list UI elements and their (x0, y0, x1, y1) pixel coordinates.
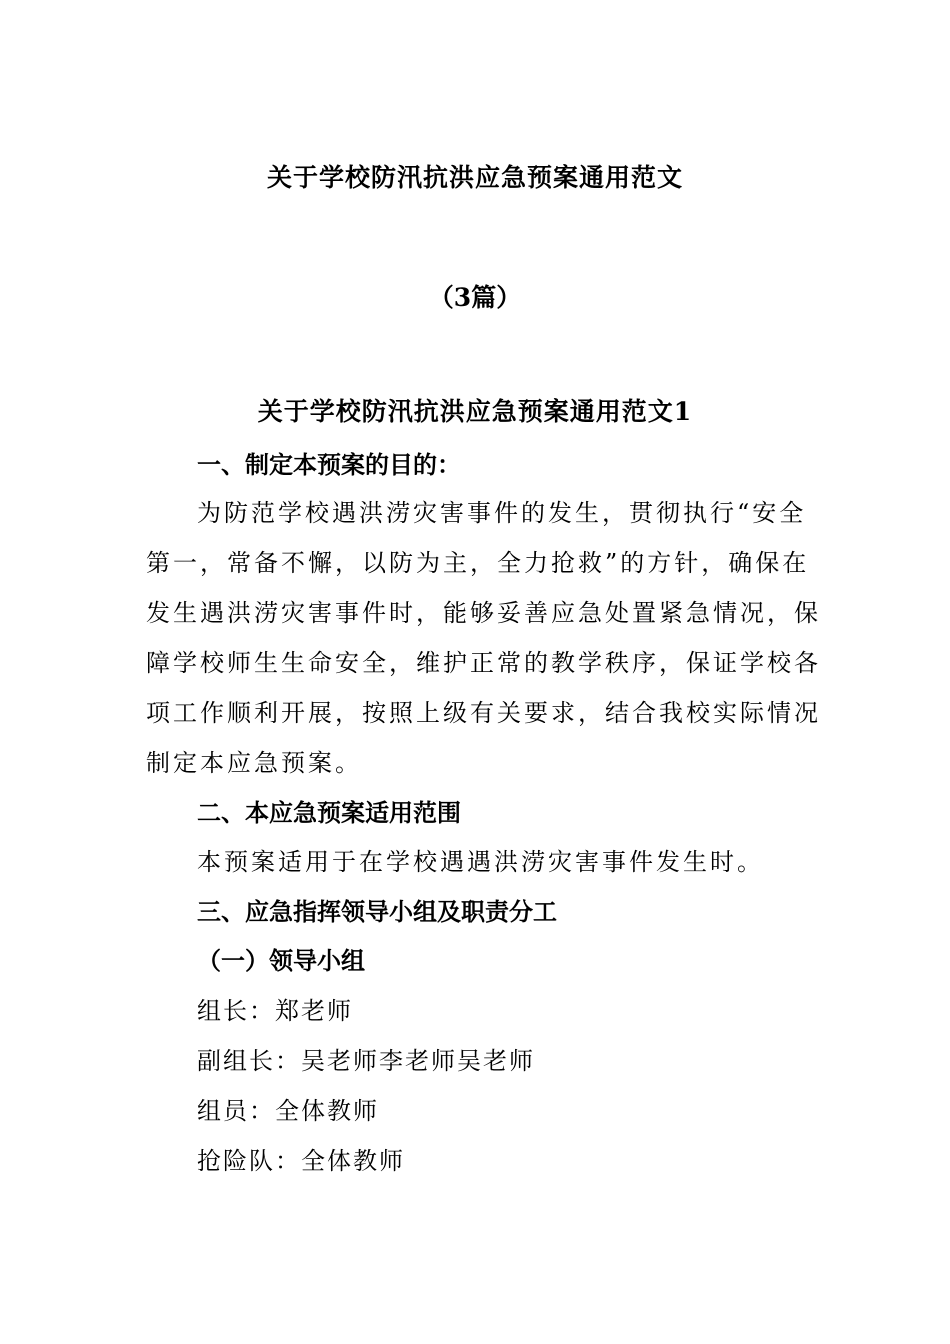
section-1-paragraph-line: 项工作顺利开展，按照上级有关要求，结合我校实际情况 (146, 699, 821, 727)
section-1-paragraph-line: 第一，常备不懈，以防为主，全力抢救”的方针，确保在 (146, 549, 810, 577)
section-3-heading: 三、应急指挥领导小组及职责分工 (197, 897, 557, 926)
section-3-sub-heading: （一）领导小组 (197, 946, 365, 975)
section-1-paragraph-line: 发生遇洪涝灾害事件时，能够妥善应急处置紧急情况，保 (146, 599, 821, 627)
list-item: 副组长：吴老师李老师吴老师 (197, 1047, 535, 1075)
list-item: 组长：郑老师 (197, 997, 353, 1025)
section-1-paragraph-line: 为防范学校遇洪涝灾害事件的发生，贯彻执行“安全 (197, 499, 807, 527)
section-1-paragraph-line: 制定本应急预案。 (146, 749, 362, 777)
section-2-heading: 二、本应急预案适用范围 (197, 798, 461, 827)
main-title: 关于学校防汛抗洪应急预案通用范文 (266, 163, 683, 192)
subtitle: （3篇） (428, 283, 522, 312)
list-item: 组员：全体教师 (197, 1097, 379, 1125)
article-title: 关于学校防汛抗洪应急预案通用范文1 (257, 397, 693, 426)
section-1-paragraph-line: 障学校师生生命安全，维护正常的教学秩序，保证学校各 (146, 649, 821, 677)
list-item: 抢险队：全体教师 (197, 1147, 405, 1175)
section-1-heading: 一、制定本预案的目的： (197, 450, 461, 479)
section-2-text: 本预案适用于在学校遇遇洪涝灾害事件发生时。 (197, 848, 764, 876)
